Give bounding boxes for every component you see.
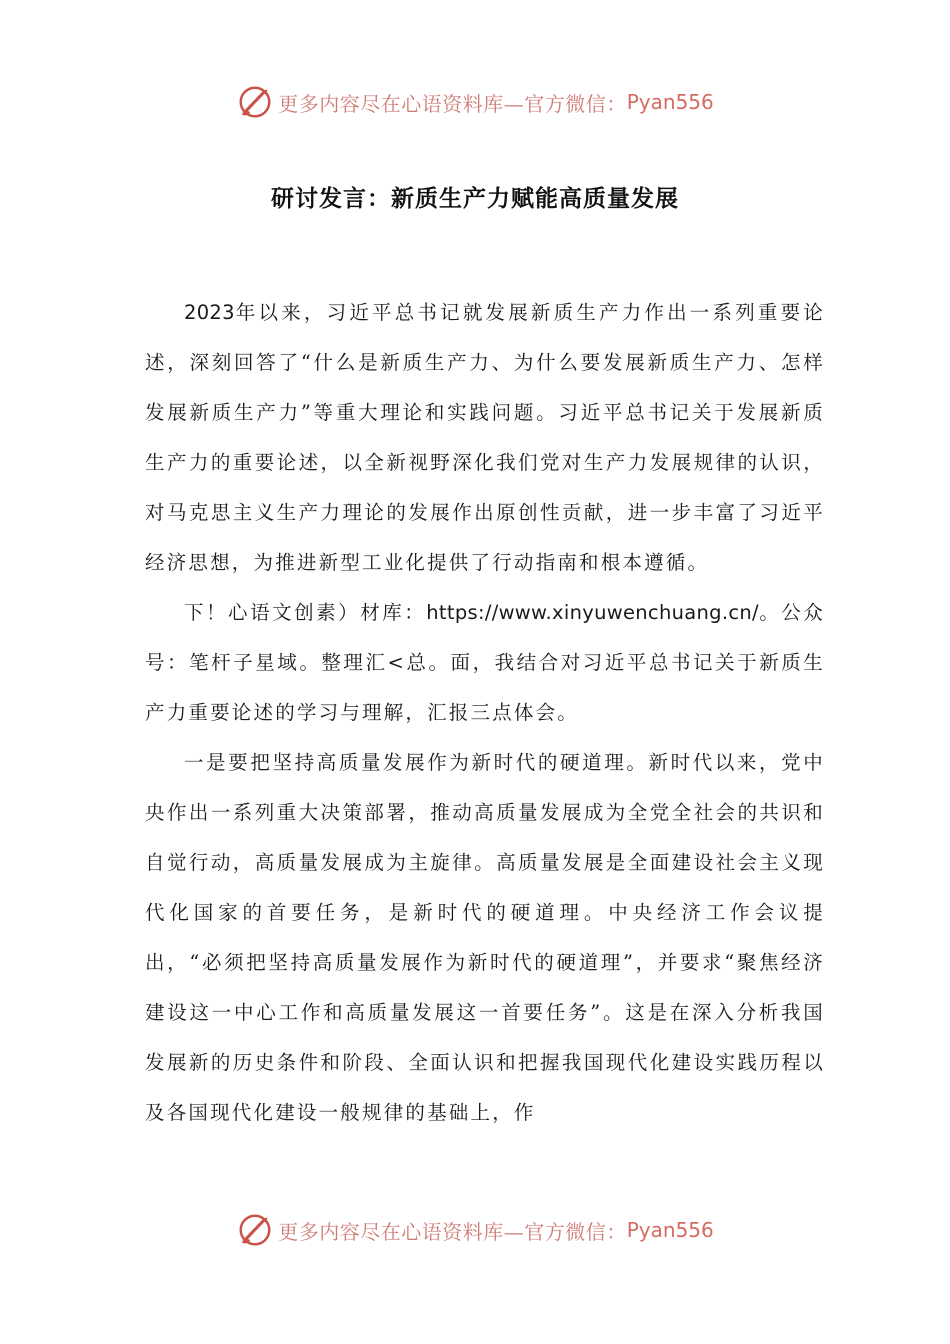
pen-logo-icon [236,83,274,121]
watermark-text: 更多内容尽在心语资料库—官方微信： [278,91,627,116]
paragraph-2-suffix: 。公众号：笔杆子星域。整理汇<总。面，我结合对习近平总书记关于新质生产力重要论述的学习与理解，汇报三点体会。 [145,601,825,724]
watermark-wechat-id: Pyan556 [626,1218,714,1242]
paragraph-1 [145,288,825,588]
paragraph-1-year: 2023 [184,301,235,324]
pen-logo-icon [236,1211,274,1249]
paragraph-2 [145,588,825,738]
paragraph-1-text: 年以来，习近平总书记就发展新质生产力作出一系列重要论述，深刻回答了“什么是新质生产力、为什么要发展新质生产力、怎样发展新质生产力”等重大理论和实践问题。习近平总书记关于发展新质生产力的重要论述，以全新视野深化我们党对生产力发展规律的认识，对马克思主义生产力理论的发展作出原创性贡献，进一步丰富了习近平经济思想，为推进新型工业化提供了行动指南和根本遵循。 [145,301,825,574]
watermark-text: 更多内容尽在心语资料库—官方微信： [278,1219,627,1244]
source-url-link[interactable]: https://www.xinyuwenchuang.cn/ [426,601,759,624]
paragraph-2-prefix: 下！心语文创素）材库： [184,601,427,624]
document-body [145,288,825,1138]
footer-watermark [0,1210,950,1250]
document-title: 研讨发言：新质生产力赋能高质量发展 [271,186,679,212]
header-watermark [0,82,950,122]
paragraph-3-text: 一是要把坚持高质量发展作为新时代的硬道理。新时代以来，党中央作出一系列重大决策部署，推动高质量发展成为全党全社会的共识和自觉行动，高质量发展成为主旋律。高质量发展是全面建设社会主义现代化国家的首要任务，是新时代的硬道理。中央经济工作会议提出，“必须把坚持高质量发展作为新时代的硬道理”，并要求“聚焦经济建设这一中心工作和高质量发展这一首要任务”。这是在深入分析我国发展新的历史条件和阶段、全面认识和把握我国现代化建设实践历程以及各国现代化建设一般规律的基础上，作 [145,751,825,1124]
paragraph-3 [145,738,825,1138]
watermark-wechat-id: Pyan556 [626,90,714,114]
